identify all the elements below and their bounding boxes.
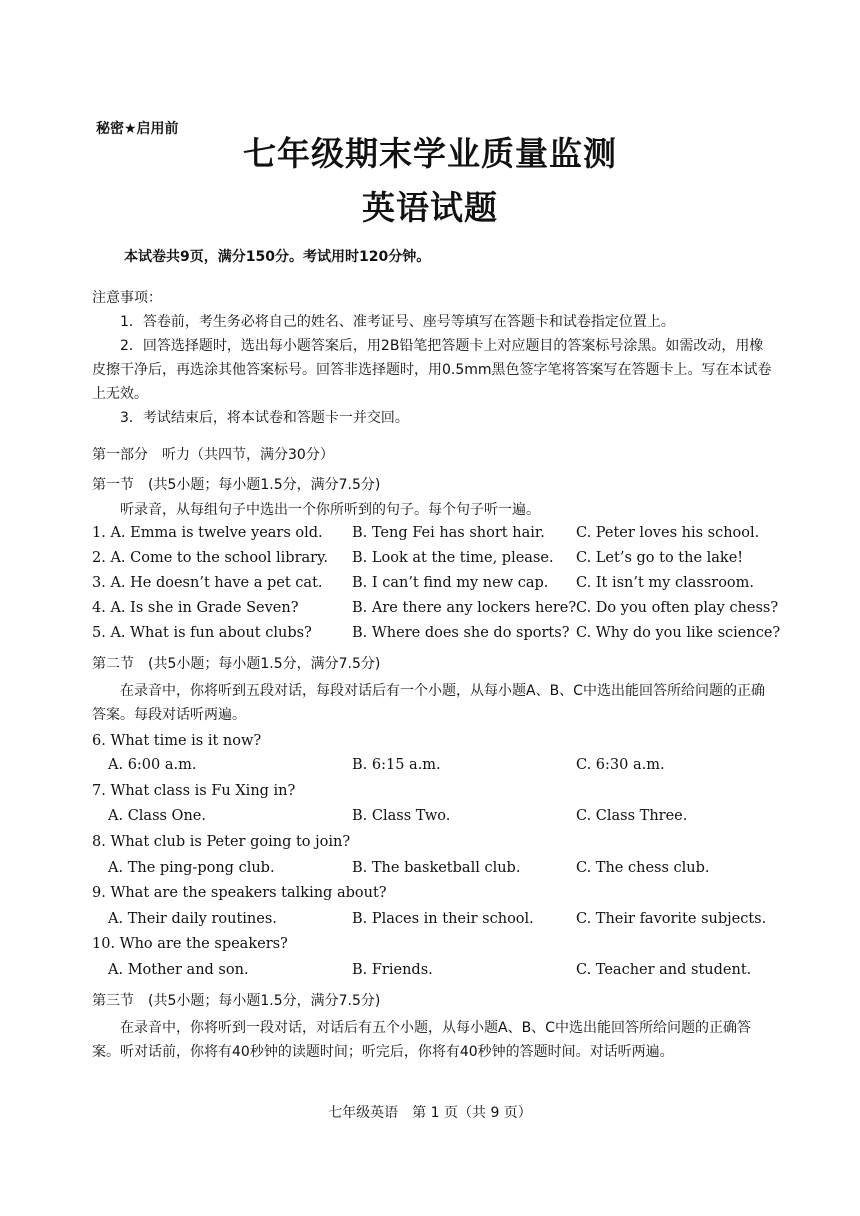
page-footer: 七年级英语 第 1 页（共 9 页）: [328, 1105, 532, 1121]
q4-option-a: 4. A. Is she in Grade Seven?: [92, 600, 299, 616]
section1-instruction: 听录音，从每组句子中选出一个你所听到的句子。每个句子听一遍。: [120, 502, 540, 518]
q2-option-b: B. Look at the time, please.: [352, 550, 554, 566]
notes-heading: 注意事项：: [92, 290, 162, 306]
section3-heading: 第三节 (共5小题；每小题1.5分，满分7.5分): [92, 993, 381, 1009]
q7-option-a: A. Class One.: [108, 808, 206, 824]
q7-stem: 7. What class is Fu Xing in?: [92, 783, 296, 799]
q8-option-a: A. The ping-pong club.: [108, 860, 275, 876]
note-item-1: 1．答卷前，考生务必将自己的姓名、准考证号、座号等填写在答题卡和试卷指定位置上。: [120, 314, 675, 330]
note-item-2: 2．回答选择题时，选出每小题答案后，用2B铅笔把答题卡上对应题目的答案标号涂黑。如需改动，用橡皮擦干净后，再选涂其他答案标号。回答非选择题时，用0.5mm黑色签字笔将答案写在答题卡上。写在本试卷上无效。: [92, 338, 772, 402]
q5-option-a: 5. A. What is fun about clubs?: [92, 625, 312, 641]
q9-stem: 9. What are the speakers talking about?: [92, 885, 387, 901]
q8-stem: 8. What club is Peter going to join?: [92, 834, 351, 850]
section2-instruction: 在录音中，你将听到五段对话，每段对话后有一个小题，从每小题A、B、C中选出能回答所给问题的正确答案。每段对话听两遍。: [92, 683, 765, 723]
q8-option-c: C. The chess club.: [576, 860, 710, 876]
note-item-3: 3．考试结束后，将本试卷和答题卡一并交回。: [120, 410, 409, 426]
q5-option-b: B. Where does she do sports?: [352, 625, 570, 641]
q9-option-c: C. Their favorite subjects.: [576, 911, 767, 927]
part1-heading: 第一部分 听力（共四节，满分30分）: [92, 447, 334, 463]
exam-title: 七年级期末学业质量监测: [243, 134, 617, 173]
q10-option-b: B. Friends.: [352, 962, 433, 978]
section3-instruction: 在录音中，你将听到一段对话，对话后有五个小题，从每小题A、B、C中选出能回答所给问题的正确答案。听对话前，你将有40秒钟的读题时间；听完后，你将有40秒钟的答题时间。对话听两遍。: [92, 1020, 751, 1060]
q1-option-a: 1. A. Emma is twelve years old.: [92, 525, 323, 541]
q9-option-b: B. Places in their school.: [352, 911, 534, 927]
q10-option-c: C. Teacher and student.: [576, 962, 752, 978]
section2-heading: 第二节 (共5小题；每小题1.5分，满分7.5分): [92, 656, 381, 672]
q2-option-c: C. Let’s go to the lake!: [576, 550, 744, 566]
confidential-mark: 秘密★启用前: [96, 121, 179, 137]
q6-option-c: C. 6:30 a.m.: [576, 757, 665, 773]
q3-option-b: B. I can’t find my new cap.: [352, 575, 549, 591]
q2-option-a: 2. A. Come to the school library.: [92, 550, 328, 566]
q8-option-b: B. The basketball club.: [352, 860, 521, 876]
intro-text: 本试卷共9页，满分150分。考试用时120分钟。: [124, 249, 431, 265]
q3-option-a: 3. A. He doesn’t have a pet cat.: [92, 575, 323, 591]
q9-option-a: A. Their daily routines.: [108, 911, 277, 927]
q4-option-c: C. Do you often play chess?: [576, 600, 779, 616]
q10-option-a: A. Mother and son.: [108, 962, 249, 978]
q4-option-b: B. Are there any lockers here?: [352, 600, 577, 616]
q7-option-c: C. Class Three.: [576, 808, 688, 824]
q5-option-c: C. Why do you like science?: [576, 625, 781, 641]
q1-option-c: C. Peter loves his school.: [576, 525, 760, 541]
q6-option-a: A. 6:00 a.m.: [108, 757, 197, 773]
q1-option-b: B. Teng Fei has short hair.: [352, 525, 545, 541]
q6-stem: 6. What time is it now?: [92, 733, 262, 749]
q7-option-b: B. Class Two.: [352, 808, 451, 824]
exam-subtitle: 英语试题: [362, 188, 498, 227]
q6-option-b: B. 6:15 a.m.: [352, 757, 441, 773]
q10-stem: 10. Who are the speakers?: [92, 936, 288, 952]
section1-heading: 第一节 (共5小题；每小题1.5分，满分7.5分): [92, 477, 381, 493]
q3-option-c: C. It isn’t my classroom.: [576, 575, 755, 591]
